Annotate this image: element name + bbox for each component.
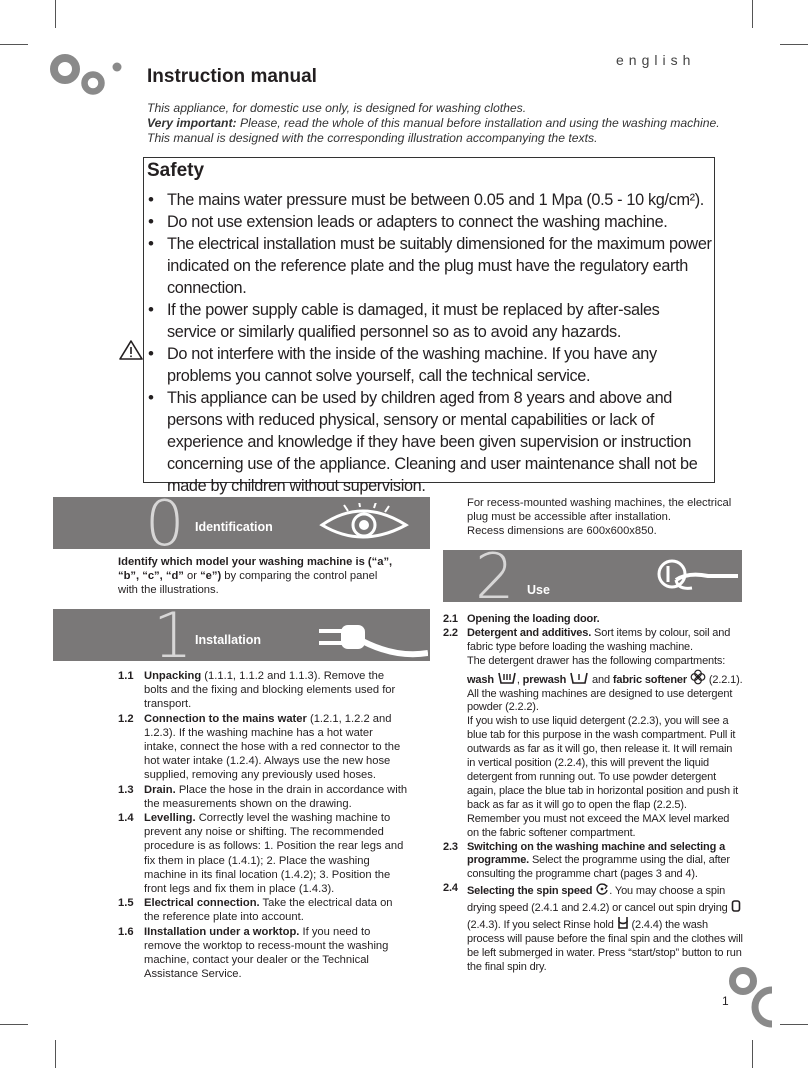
- prewash-label: prewash: [522, 673, 567, 686]
- item-title: Electrical connection.: [144, 897, 260, 910]
- item-title: Selecting the spin speed: [467, 885, 593, 898]
- compartments-line: wash , prewash and fabric softener (2.2.1).: [467, 669, 743, 688]
- list-item: [443, 613, 743, 627]
- item-number: 2.1: [443, 613, 458, 625]
- item-text: (1.2.1, 1.2.2 and 1.2.3). If the washing machine has a hot water intake, connect the hose with a red connector to the hot water intake (1.2.4). Always use the new hose supplied, removing any previously used hoses.: [144, 712, 401, 782]
- list-item: [118, 783, 408, 811]
- safety-title: Safety: [147, 160, 205, 181]
- intro-important: Very important:: [147, 116, 237, 130]
- ref-text: (2.2.1).: [705, 673, 743, 686]
- identification-text: [118, 555, 393, 598]
- safety-item: • Do not interfere with the inside of the washing machine. If you have any problems you cannot solve yourself, call the technical service.: [142, 343, 712, 387]
- spin-icon: [595, 882, 609, 896]
- item-number: 2.2: [443, 626, 458, 639]
- identification-rest: by comparing the control panel with the illustrations.: [118, 570, 378, 597]
- intro-line: This manual is designed with the corresponding illustration accompanying the texts.: [147, 131, 598, 145]
- prewash-compartment-icon: [569, 671, 589, 685]
- item-text: If you need to remove the worktop to recess-mount the washing machine, contact your dealer or the Technical Assistance Service.: [144, 925, 389, 981]
- list-item: [443, 882, 743, 974]
- item-number: 2.4: [443, 882, 458, 895]
- item-title: Levelling.: [144, 812, 196, 825]
- item-number: 2.3: [443, 840, 458, 853]
- fabric-softener-icon: [690, 669, 706, 685]
- item-text: All the washing machines are designed to use detergent powder (2.2.2).: [467, 687, 733, 714]
- section-label: Use: [527, 583, 550, 597]
- and-text: and: [589, 673, 613, 686]
- item-number: 1.4: [118, 812, 134, 825]
- intro-line: This appliance, for domestic use only, is designed for washing clothes.: [147, 101, 527, 115]
- no-spin-icon: [731, 899, 741, 913]
- intro-important-text: Please, read the whole of this manual before installation and using the washing machine.: [236, 116, 720, 130]
- crop-mark: [780, 44, 808, 45]
- item-number: 1.2: [118, 712, 134, 725]
- crop-mark: [752, 1040, 753, 1068]
- item-text: Sort items by colour, soil and fabric type before loading the washing machine.: [467, 626, 731, 653]
- item-title: Unpacking: [144, 670, 202, 682]
- safety-list: [142, 189, 712, 497]
- list-item: [118, 811, 408, 896]
- identification-bold: Identify which model your washing machine is (“a”, “b”, “c”, “d”: [118, 556, 393, 583]
- rinse-hold-icon: [617, 916, 629, 930]
- softener-label: fabric softener: [612, 673, 688, 686]
- list-item: [443, 841, 743, 883]
- recess-text: [467, 496, 742, 539]
- safety-item: • Do not use extension leads or adapters to connect the washing machine.: [142, 211, 712, 233]
- section-number: 1: [153, 599, 193, 672]
- item-text: (1.1.1, 1.1.2 and 1.1.3). Remove the bolts and the fixing and blocking elements used for transport.: [144, 670, 396, 711]
- brand-logo: [50, 50, 132, 110]
- list-item: [118, 896, 408, 924]
- item-text: (2.4.4) the wash process will pause before the final spin and the clothes will be left submerged in water. Press “start/stop” button to run the final spin dry.: [467, 919, 743, 973]
- item-text: Select the programme using the dial, after consulting the programme chart (pages 3 and 4).: [467, 854, 730, 881]
- intro-line: [147, 116, 767, 131]
- list-item: [118, 712, 408, 783]
- item-text: Remember you must not exceed the MAX level marked on the fabric softener compartment.: [467, 812, 730, 839]
- safety-item: • The mains water pressure must be between 0.05 and 1 Mpa (0.5 - 10 kg/cm²).: [142, 189, 712, 211]
- wash-compartment-icon: [497, 671, 517, 685]
- intro-text: [147, 101, 767, 146]
- safety-item: • The electrical installation must be suitably dimensioned for the maximum power indicated on the reference plate and the plug must have the regulatory earth connection.: [142, 233, 712, 299]
- item-title: Drain.: [144, 783, 176, 796]
- section-label: Identification: [195, 520, 273, 534]
- item-title: IInstallation under a worktop.: [144, 925, 300, 938]
- section-number: 2: [475, 540, 515, 613]
- wash-label: wash: [467, 673, 494, 686]
- item-number: 1.6: [118, 925, 134, 938]
- identification-header: [53, 487, 430, 560]
- list-item: [118, 669, 408, 712]
- use-header: [443, 540, 742, 613]
- item-text: If you wish to use liquid detergent (2.2.3), you will see a blue tab for this purpose in the wash compartment. Pull it outwards as far as it will go, then release it. It will remain in vertical position (2.2.4), this will prevent the liquid detergent from running out. To use powder detergent again, place the blue tab in horizontal position and push it back as far as it will go to open the flap (2.2.5).: [467, 715, 739, 811]
- item-text: Take the electrical data on the reference plate into account.: [144, 897, 393, 924]
- recess-line: Recess dimensions are 600x600x850.: [467, 525, 657, 538]
- eye-icon: [318, 503, 410, 545]
- section-number: 0: [145, 487, 185, 560]
- use-list: [443, 613, 743, 975]
- warning-icon: [118, 339, 144, 361]
- installation-header: [53, 599, 430, 672]
- list-item: [118, 925, 408, 982]
- hand-dial-icon: [648, 556, 740, 596]
- crop-mark: [0, 44, 28, 45]
- item-text: Correctly level the washing machine to prevent any noise or shifting. The recommended procedure is as follows: 1. Position the rear legs and fix them in place (1.4.1); 2. Place the washing machine in its final location (1.4.2); 3. Position the front legs and fix them in place (1.4.3).: [144, 812, 404, 896]
- crop-mark: [780, 1024, 808, 1025]
- item-number: 1.5: [118, 897, 134, 910]
- plug-icon: [313, 613, 428, 659]
- installation-list: [118, 669, 408, 981]
- page-number: 1: [722, 994, 729, 1008]
- item-text: Place the hose in the drain in accordance with the measurements shown on the drawing.: [144, 783, 408, 810]
- item-title: Opening the loading door.: [467, 613, 600, 625]
- crop-mark: [55, 0, 56, 28]
- item-number: 1.1: [118, 670, 134, 682]
- item-title: Connection to the mains water: [144, 712, 307, 725]
- item-title: Detergent and additives.: [467, 626, 592, 639]
- item-text: . You may choose a spin drying speed (2.4.1 and 2.4.2) or cancel out spin drying: [467, 885, 728, 915]
- item-text: (2.4.3). If you select Rinse hold: [467, 919, 617, 932]
- section-label: Installation: [195, 633, 261, 647]
- safety-item: • This appliance can be used by children aged from 8 years and above and persons with reduced physical, sensory or mental capabilities or lack of experience and knowledge if they have been given supervision or instruction concerning use of the appliance. Cleaning and user maintenance shall not be made by children without supervision.: [142, 387, 712, 497]
- identification-or: or: [183, 570, 201, 583]
- crop-mark: [55, 1040, 56, 1068]
- safety-item: • If the power supply cable is damaged, it must be replaced by after-sales service or similarly qualified personnel so as to avoid any hazards.: [142, 299, 712, 343]
- item-title: Switching on the washing machine and selecting a programme.: [467, 840, 726, 867]
- item-number: 1.3: [118, 783, 134, 796]
- page-title: Instruction manual: [147, 66, 317, 87]
- item-text: The detergent drawer has the following compartments:: [467, 654, 726, 667]
- crop-mark: [0, 1024, 28, 1025]
- recess-line: For recess-mounted washing machines, the electrical plug must be accessible after installation.: [467, 497, 732, 524]
- footer-logo: [728, 962, 778, 1038]
- crop-mark: [752, 0, 753, 28]
- identification-bold: “e”): [200, 570, 222, 583]
- language-label: english: [616, 52, 696, 68]
- list-item: [443, 627, 743, 841]
